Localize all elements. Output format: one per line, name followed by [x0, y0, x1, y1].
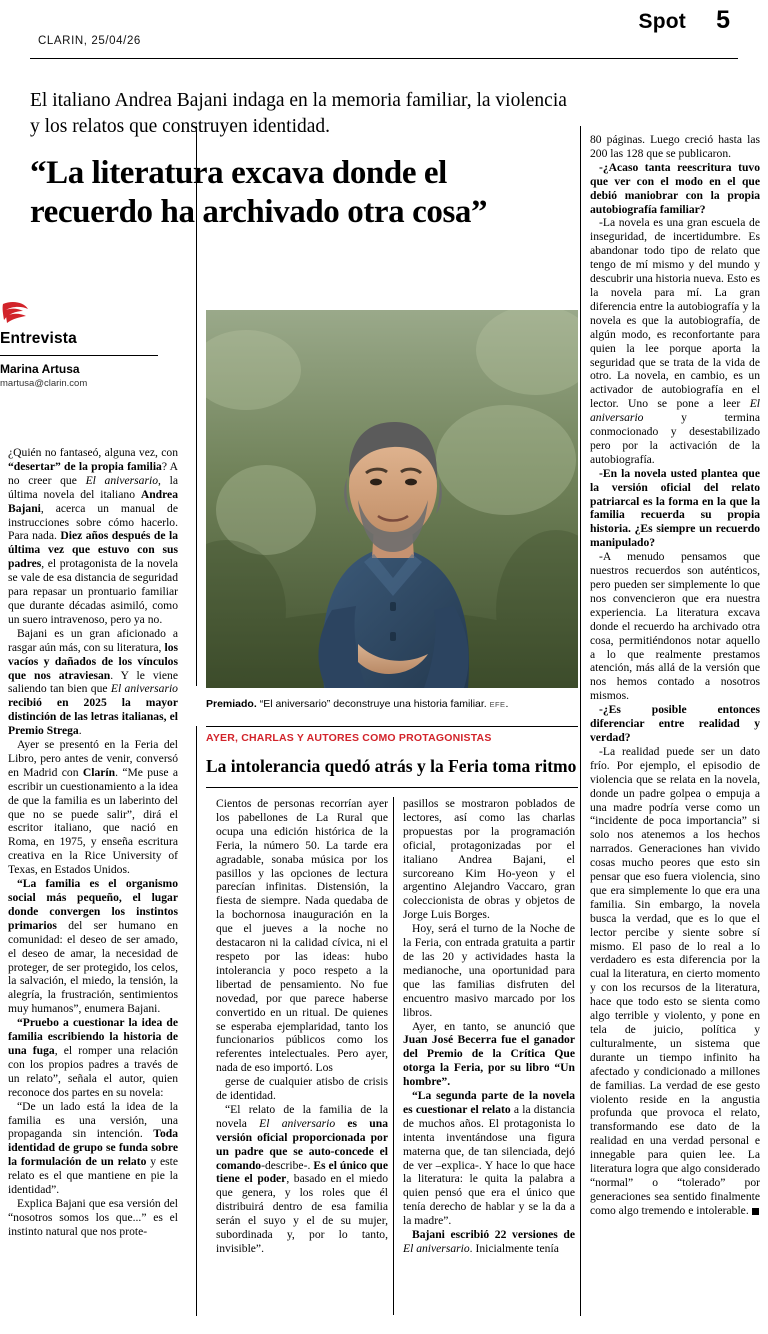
paragraph: Bajani escribió 22 versiones de El aniversario. Inicialmente tenía [403, 1228, 575, 1255]
dateline: CLARIN, 25/04/26 [38, 35, 141, 47]
clarin-logo-icon [0, 300, 30, 326]
photo-credit: EFE [489, 700, 506, 709]
section-name: Spot [638, 10, 686, 33]
body-column-2 [216, 797, 388, 1256]
paragraph: -A menudo pensamos que nuestros recuerdos son auténticos, pero pueden ser simplemente lo que nos convencieron que era nuestra experiencia. La literatura excava donde el recuerdo ha archivado otra cosa, permitiéndonos notar aquello a lo que realmente prestamos atención, más allá de la versión que nos hemos contado a nosotros mismos. [590, 550, 760, 703]
paragraph: Cientos de personas recorrían ayer los pabellones de La Rural que ocupa una edición histórica de la Feria, la número 50. La tarde era agradable, sonaba música por los pasillos y las opciones de lectura parecían infinitas. Distensión, la fiesta de siempre. Nada quedaba de la bochornosa inauguración en la que el jueves a la noche no destacaron ni la calidad cívica, ni el respeto por las ideas: hubo intolerancia y poco respeto a la libertad de pensamiento. No fue novedad, por que parece haberse convertido en un ritual. De quienes se esperaba ejemplaridad, tanto los funcionarios públicos como los referentes intelectuales. Pero ayer, nada de eso importó. Los [216, 797, 388, 1075]
paragraph: pasillos se mostraron poblados de lectores, así como las charlas propuestas por la programación oficial, protagonizadas por el italiano Andrea Bajani, el surcoreano Kim Ho-yeon y el argentino Alejandro Vaccaro, gran coleccionista de obras y objetos de Jorge Luis Borges. [403, 797, 575, 922]
paragraph: -La novela es una gran escuela de inseguridad, de incertidumbre. Es abandonar todo tipo de relato que tengo de mí mismo y del mundo y descubrir una historia nueva. Esto es la novela para mí. La gran diferencia entre la autobiografía y la novela es que la autobiografía, de algún modo, es reconfortante para quien la lee porque aporta la seguridad que se trata de la vida de otro. La novela, en cambio, es un activador de autobiografía en el lector. Uno se pone a leer El aniversario y termina conmocionado y desestabilizado pero por la activación de la autobiografía. [590, 216, 760, 466]
body-column-4 [590, 133, 760, 1218]
paragraph: “Pruebo a cuestionar la idea de familia escribiendo la historia de una fuga, el romper una relación con los propios padres a través de un relato”, señala el autor, quien reconoce dos partes en su novela: [8, 1016, 178, 1099]
photo-caption: Premiado. “El aniversario” deconstruye una historia familiar. EFE. [206, 698, 509, 710]
paragraph: Explica Bajani que esa versión del “nosotros somos los que...” es el instinto natural que nos prote- [8, 1196, 178, 1238]
masthead [30, 0, 738, 62]
page-number: 5 [716, 6, 730, 34]
paragraph: -¿Es posible entonces diferenciar entre realidad y verdad? [590, 703, 760, 744]
lower-section-kicker: AYER, CHARLAS Y AUTORES COMO PROTAGONISTAS [206, 732, 492, 744]
page-title: “La literatura excava donde el recuerdo ha archivado otra cosa” [30, 155, 488, 230]
article-kicker: El italiano Andrea Bajani indaga en la memoria familiar, la violencia y los relatos que construyen identidad. [30, 90, 567, 137]
body-column-1 [8, 446, 178, 1239]
paragraph: “De un lado está la idea de la familia es una versión, una propaganda sin intención. Toda identidad de grupo se funda sobre la formulación de un relato y este relato es el que mantiene en pie la identidad”. [8, 1099, 178, 1197]
paragraph: -¿Acaso tanta reescritura tuvo que ver con el modo en el que debió maniobrar con la propia autobiografía familiar? [590, 160, 760, 216]
paragraph: “La familia es el organismo social más pequeño, el lugar donde convergen los instintos primarios del ser humano en comunidad: el deseo de ser amado, el deseo de amar, la necesidad de proteger, de ser protegido, los celos, la salvación, el miedo, la tensión, la alegría, la frustración, sentimientos muy humanos”, enumera Bajani. [8, 877, 178, 1016]
paragraph: “La segunda parte de la novela es cuestionar el relato a la distancia de muchos años. El protagonista lo intenta inventándose una figura materna que, de tan silenciada, dejó de ver –explica-. Y hace lo que hace la literatura: le quita la palabra a quien pensó que era el único que tenía derecho de hablar y se la da a la madre”. [403, 1089, 575, 1228]
paragraph: “El relato de la familia de la novela El aniversario es una versión oficial proporcionada por un padre que se auto-concede el comando-describe-. Es el único que tiene el poder, basado en el miedo que genera, y los roles que él distribuirá dentro de esa familia serán el suyo y el de su mujer, subordinada y, por lo tanto, invisible”. [216, 1102, 388, 1255]
end-mark [752, 1208, 759, 1215]
column-divider-2 [580, 126, 581, 1316]
column-divider-1 [196, 126, 197, 686]
paragraph: Hoy, será el turno de la Noche de la Feria, con entrada gratuita a partir de las 20 y actividades hasta la medianoche, una oportunidad para que las familias disfruten del encuentro masivo marcado por los libros. [403, 922, 575, 1019]
paragraph: -En la novela usted plantea que la versión oficial del relato patriarcal es la forma en la que la familia recuerda su propia historia. ¿Es siempre un recuerdo manipulado? [590, 466, 760, 550]
lower-section-title: La intolerancia quedó atrás y la Feria toma ritmo [206, 756, 577, 776]
paragraph: -La realidad puede ser un dato frío. Por ejemplo, el episodio de violencia que se relata en la novela, donde un padre golpea o empuja a una madre podría verse como un “incidente de poca importancia” si solo nos atenemos a los hechos narrados. Generaciones han vivido cosas mucho peores que esto sin pensar que eso fuera violencia, sino que era simplemente lo que era una familia. Sin embargo, la novela busca la verdad, que es lo que el lector percibe y siente sobre sí mismo. El paso de lo real a lo verdadero es esta diferencia por la cual la literatura, en cierto momento y con los recursos de la literatura, hace que todo esto se sienta como algo terrible y violento, y pone en tela de juicio, política y culturalmente, un sistema que durante un tiempo infinito ha afectado y condicionado a millones de familias. La verdad de ese gesto violento reside en la angustia profunda que provoca el relato, transformando ese dato de la realidad en una verdad personal e innegable para quien lee. La literatura logra que algo considerado “normal” o “tolerado” por generaciones sea sentido finalmente como algo tremendo e intolerable. [590, 744, 760, 1217]
paragraph: gerse de cualquier atisbo de crisis de identidad. [216, 1075, 388, 1103]
photo-caption-lead: Premiado. [206, 698, 257, 710]
article-section-label: Entrevista [0, 330, 77, 347]
column-divider-3 [196, 726, 197, 1316]
author-name: Marina Artusa [0, 362, 80, 376]
paragraph: 80 páginas. Luego creció hasta las 200 las 128 que se publicaron. [590, 133, 760, 160]
paragraph: Ayer, en tanto, se anunció que Juan José Becerra fue el ganador del Premio de la Crítica Que otorga la Feria, por su libro “Un hombre”. [403, 1019, 575, 1089]
author-email: martusa@clarin.com [0, 378, 88, 389]
byline-divider [0, 355, 158, 356]
article-photo [206, 310, 578, 688]
masthead-divider [30, 58, 738, 59]
paragraph: Ayer se presentó en la Feria del Libro, pero antes de venir, conversó en Madrid con Clarín. “Me puse a escribir un cuestionamiento a la idea de que la familia es un laberinto del que no se puede salir”, dirá el escritor italiano, que nació en Roma, en 1975, y enseña escritura creativa en la Rice University of Texas, en Estados Unidos. [8, 738, 179, 877]
paragraph: ¿Quién no fantaseó, alguna vez, con “desertar” de la propia familia? A no creer que El aniversario, la última novela del italiano Andrea Bajani, acerca un manual de instrucciones sobre cómo hacerlo. Para nada. Diez años después de la última vez que estuvo con sus padres, el protagonista de la novela se vale de esa distancia de seguridad para repasar un prontuario familiar que durante décadas asimiló, como un suero intravenoso, pero ya no. [8, 446, 178, 626]
photo-caption-text: “El aniversario” deconstruye una historia familiar. [256, 698, 487, 710]
column-divider-4 [393, 797, 394, 1315]
photo-illustration [206, 310, 578, 688]
paragraph: Bajani es un gran aficionado a rasgar aún más, con su literatura, los vacíos y dañados de los vínculos que nos atraviesan. Y le viene saliendo tan bien que El aniversario recibió en 2025 la mayor distinción de las letras italianas, el Premio Strega. [8, 626, 178, 738]
lower-section-divider-top [206, 726, 578, 727]
body-column-3 [403, 797, 575, 1256]
lower-section-divider-bottom [206, 787, 578, 788]
byline [0, 300, 165, 389]
